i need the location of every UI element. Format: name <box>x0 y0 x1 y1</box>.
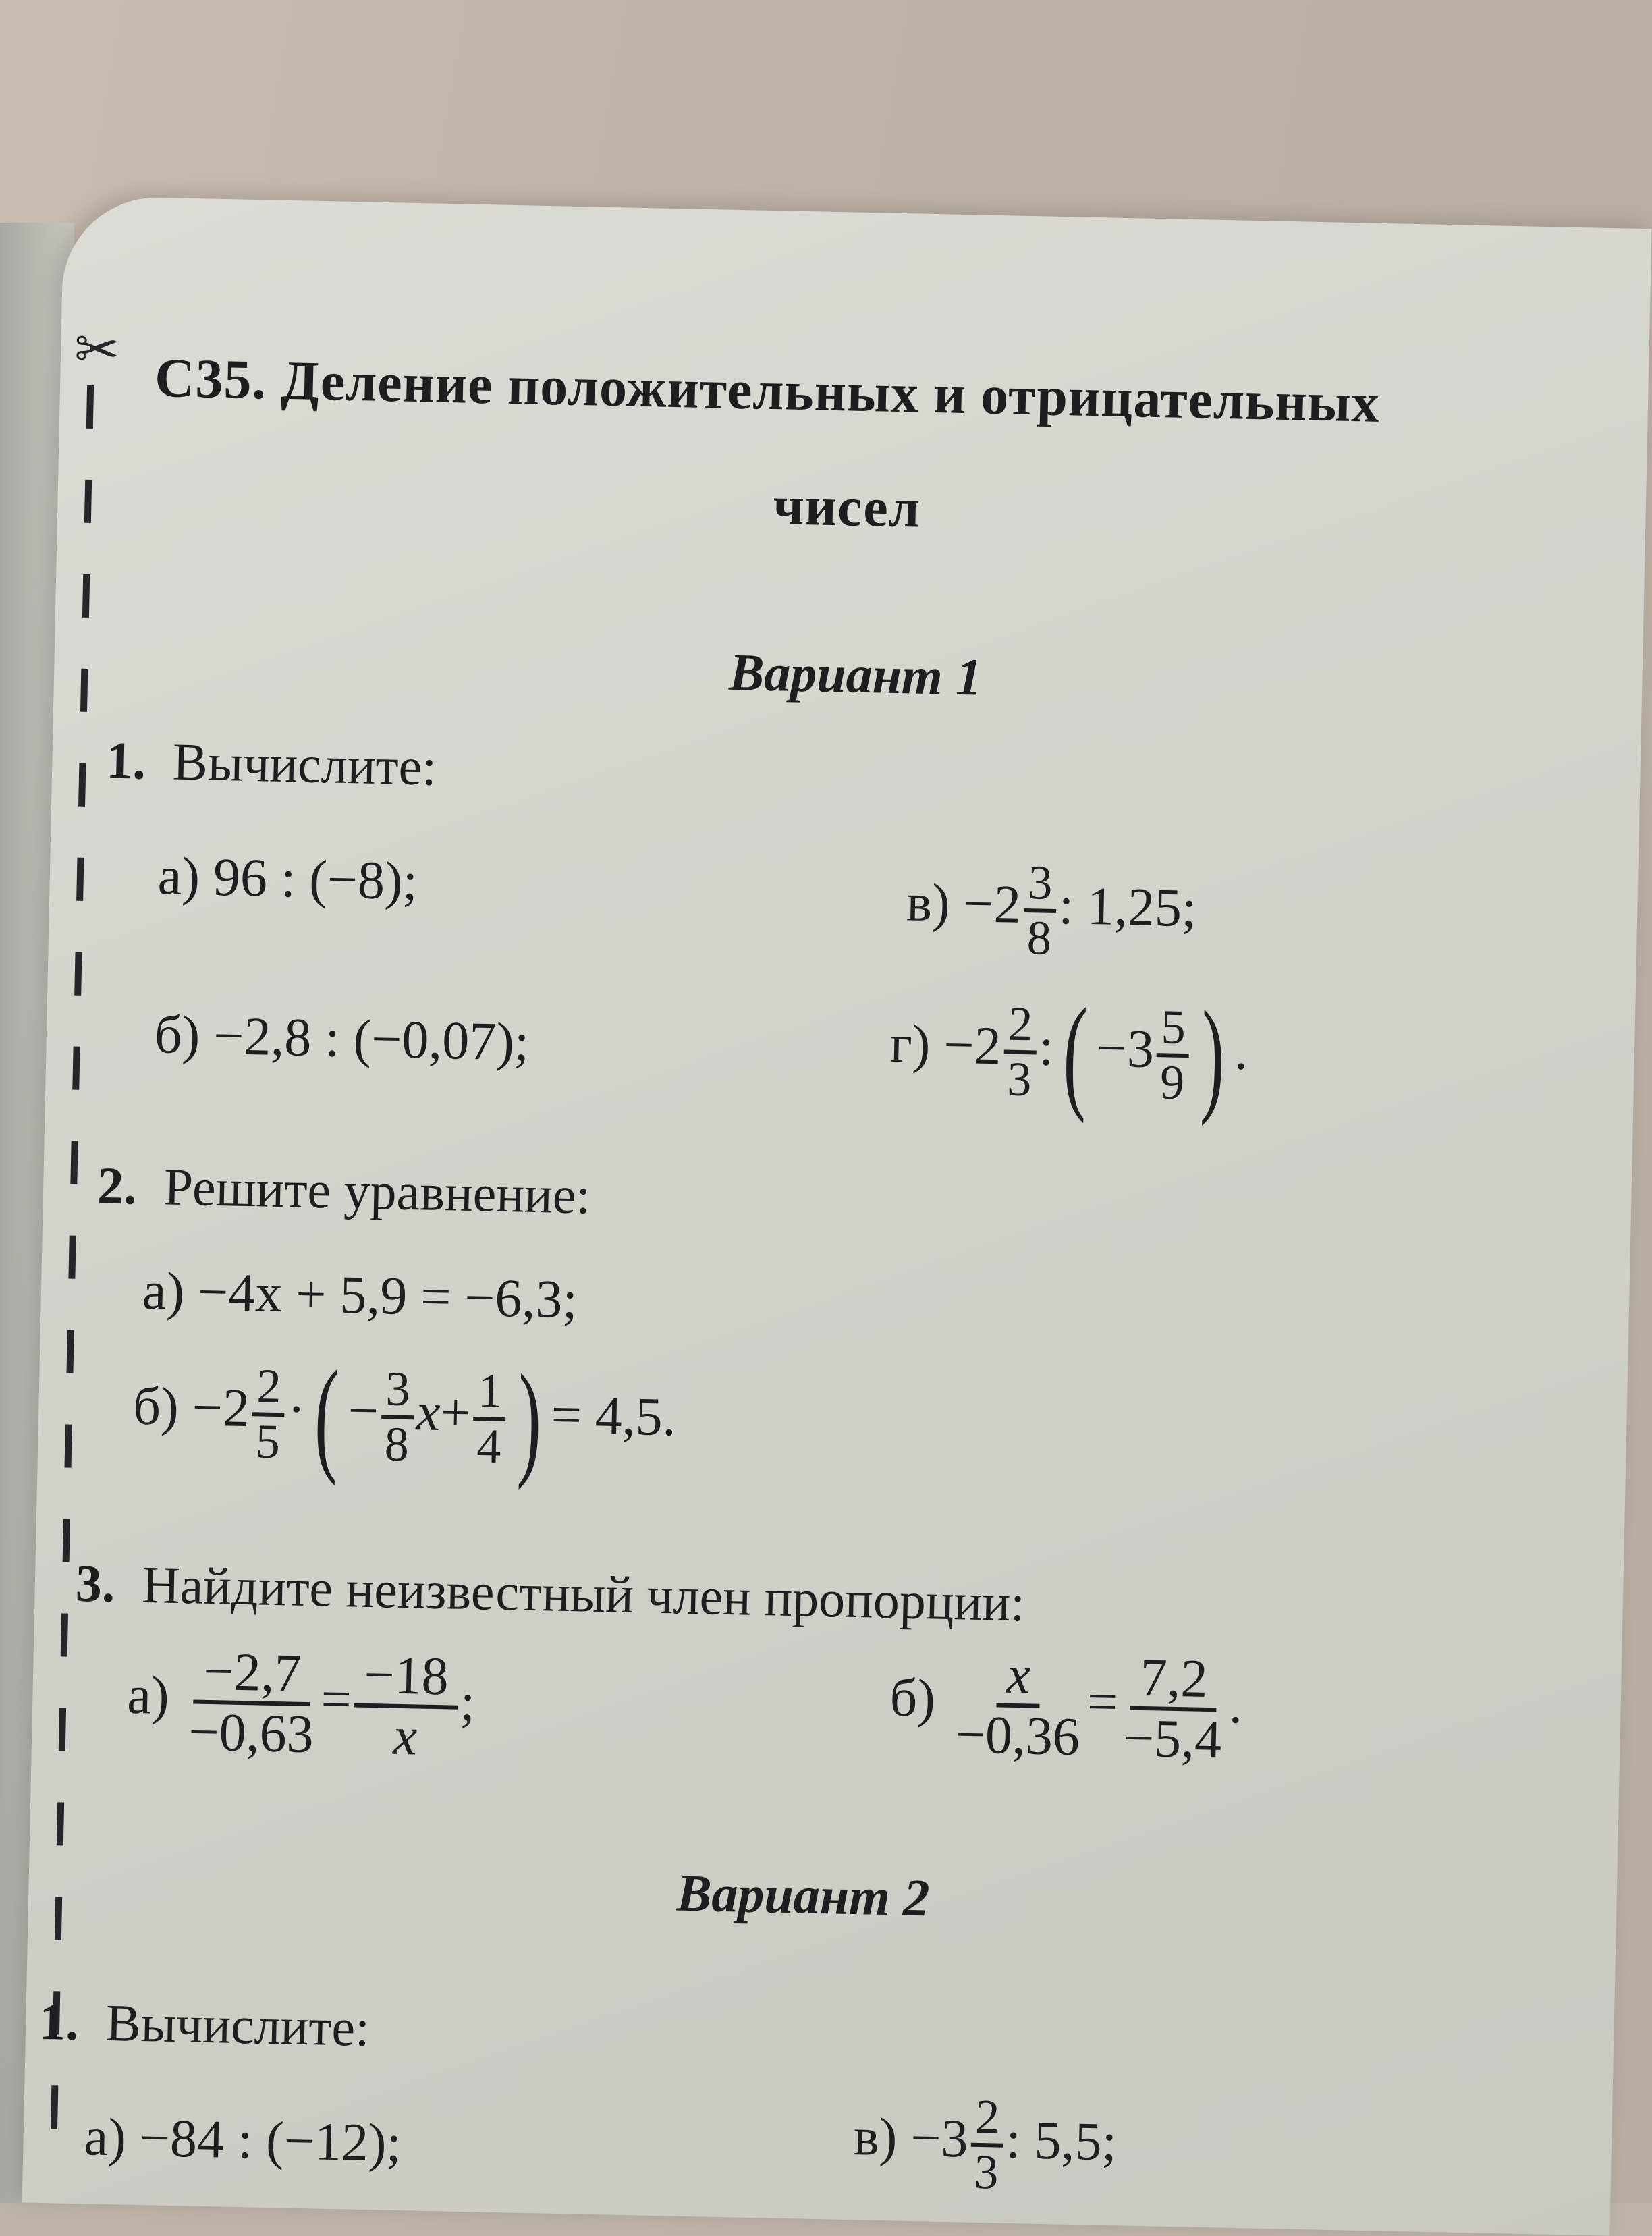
fraction <box>380 1363 414 1470</box>
denominator: 8 <box>384 1416 410 1471</box>
fraction <box>353 1647 459 1766</box>
workbook-page <box>22 196 1652 2236</box>
denominator: 4 <box>476 1418 502 1473</box>
denominator: 8 <box>1026 910 1052 965</box>
item-label: в) <box>853 2107 898 2168</box>
variant-2-heading: Вариант 2 <box>676 1863 931 1928</box>
expr-rest: : 5,5; <box>1005 2110 1118 2173</box>
v1-task3-b <box>889 1644 1244 1769</box>
fraction <box>970 2089 1004 2200</box>
whole-part: −2 <box>943 1015 1002 1076</box>
right-paren: ) <box>516 1348 543 1491</box>
cut-dash <box>76 858 84 901</box>
numerator: 3 <box>381 1363 415 1419</box>
cut-dash <box>82 574 90 618</box>
fraction <box>1022 857 1057 964</box>
cut-line <box>49 311 121 2201</box>
v2-task1-a: а) −84 : (−12); <box>83 2107 402 2174</box>
item-label: а) <box>126 1665 170 1726</box>
dot-operator: · <box>286 1380 306 1440</box>
numerator: 2 <box>970 2092 1004 2148</box>
v1-task1-a: а) 96 : (−8); <box>157 846 418 912</box>
whole-part: −2 <box>191 1378 250 1439</box>
equals-sign: = <box>320 1669 352 1730</box>
whole-part: −2 <box>962 874 1022 935</box>
denominator: 3 <box>973 2144 999 2200</box>
inner-whole: −3 <box>1096 1018 1155 1080</box>
denominator: 3 <box>1006 1052 1032 1106</box>
cut-dash <box>84 480 92 523</box>
task-number: 1. <box>105 730 146 790</box>
fraction <box>184 1643 320 1763</box>
item-label: г) <box>889 1014 931 1075</box>
cut-dash <box>61 1613 68 1656</box>
numerator: 1 <box>473 1365 507 1421</box>
v1-task2-b <box>132 1344 678 1491</box>
numerator: 5 <box>1157 1002 1190 1058</box>
v1-task1-g <box>889 981 1249 1127</box>
task-text: Вычислите: <box>105 1992 370 2058</box>
scissors-icon: ✂ <box>74 317 121 381</box>
denominator: 5 <box>255 1413 281 1469</box>
section-title-line1: С35. Деление положительных и отрицательных <box>154 346 1381 434</box>
expr-end: . <box>1228 1675 1244 1735</box>
fraction <box>1003 998 1037 1105</box>
fraction <box>251 1361 285 1467</box>
cut-dash <box>63 1519 70 1562</box>
fraction <box>472 1365 507 1472</box>
cut-dash <box>57 1802 64 1845</box>
cut-dash <box>70 1141 78 1184</box>
numerator: 2 <box>252 1361 286 1417</box>
cut-dash <box>65 1424 72 1467</box>
v2-task1 <box>38 1991 370 2058</box>
left-paren: ( <box>313 1344 340 1487</box>
numerator: 7,2 <box>1130 1649 1218 1712</box>
colon: : <box>1038 1017 1055 1077</box>
item-label: б) <box>132 1376 180 1437</box>
cut-dash <box>86 385 94 429</box>
minus-sign: − <box>347 1381 379 1442</box>
numerator: x <box>997 1646 1041 1708</box>
cut-dash <box>68 1236 76 1279</box>
v1-task1-b: б) −2,8 : (−0,07); <box>154 1005 530 1072</box>
expr-end: ; <box>459 1672 476 1733</box>
denominator: −5,4 <box>1123 1708 1223 1770</box>
task-number: 1. <box>38 1991 80 2052</box>
cut-dash <box>51 2085 58 2129</box>
whole-part: −3 <box>910 2108 969 2169</box>
denominator: 9 <box>1159 1054 1185 1110</box>
numerator: 3 <box>1024 857 1057 913</box>
v1-task3 <box>75 1553 1026 1633</box>
fraction <box>1119 1649 1228 1768</box>
expr-rest: = 4,5. <box>550 1385 677 1448</box>
plus-sign: + <box>439 1383 472 1443</box>
expr-end: . <box>1234 1021 1249 1081</box>
numerator: −2,7 <box>193 1643 311 1707</box>
denominator: −0,63 <box>188 1702 314 1765</box>
cut-dash <box>55 1897 62 1940</box>
cut-dash <box>78 763 86 807</box>
variant-1-heading: Вариант 1 <box>728 642 983 707</box>
right-paren: ) <box>1199 985 1227 1127</box>
variable-x: x <box>415 1382 441 1443</box>
task-text: Найдите неизвестный член пропорции: <box>141 1554 1026 1633</box>
numerator: −18 <box>354 1647 459 1710</box>
task-number: 3. <box>75 1553 116 1614</box>
denominator: −0,36 <box>954 1705 1080 1768</box>
denominator: x <box>392 1706 418 1767</box>
cut-dash <box>66 1330 74 1373</box>
v2-task1-v <box>852 2089 1118 2200</box>
fraction <box>1155 1002 1190 1108</box>
task-number: 2. <box>97 1155 138 1216</box>
left-paren: ( <box>1062 981 1089 1124</box>
v1-task1-v <box>906 854 1198 966</box>
equals-sign: = <box>1086 1672 1119 1733</box>
cut-dash <box>59 1708 66 1751</box>
v1-task1 <box>106 730 437 798</box>
cut-dash <box>72 1047 80 1090</box>
section-title-line2: чисел <box>772 474 921 539</box>
expr-rest: : 1,25; <box>1057 876 1198 939</box>
task-text: Вычислите: <box>172 732 437 796</box>
fraction <box>950 1645 1086 1766</box>
task-text: Решите уравнение: <box>163 1157 592 1225</box>
v1-task3-a <box>126 1641 476 1766</box>
v1-task2-a: а) −4x + 5,9 = −6,3; <box>142 1261 578 1330</box>
item-label: в) <box>906 873 951 933</box>
cut-dash <box>74 952 82 996</box>
cut-dash <box>80 669 88 712</box>
numerator: 2 <box>1003 998 1037 1054</box>
v1-task2 <box>97 1155 591 1226</box>
item-label: б) <box>889 1668 936 1728</box>
